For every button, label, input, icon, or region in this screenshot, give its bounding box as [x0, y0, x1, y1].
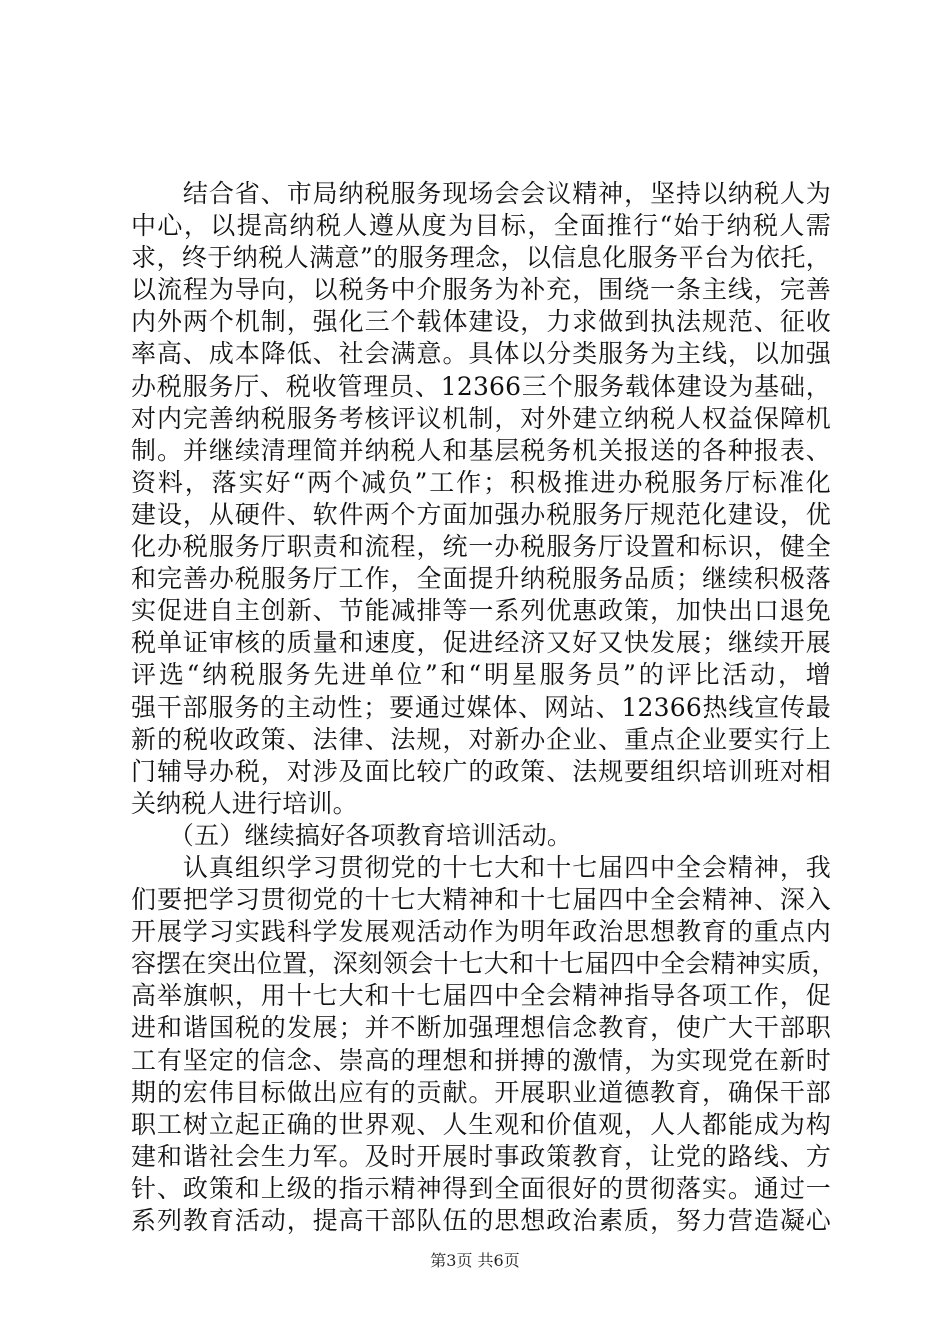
text-line: 化办税服务厅职责和流程，统一办税服务厅设置和标识，健全: [131, 532, 831, 562]
text-line: 实促进自主创新、节能减排等一系列优惠政策，加快出口退免: [131, 596, 831, 626]
text-line: 税单证审核的质量和速度，促进经济又好又快发展；继续开展: [131, 628, 831, 658]
text-line: （五）继续搞好各项教育培训活动。: [131, 820, 573, 850]
text-line: 们要把学习贯彻党的十七大精神和十七届四中全会精神、深入: [131, 885, 831, 915]
text-line: 容摆在突出位置，深刻领会十七大和十七届四中全会精神实质，: [131, 949, 837, 979]
text-line: 评选“纳税服务先进单位”和“明星服务员”的评比活动，增: [131, 660, 831, 690]
text-line: 开展学习实践科学发展观活动作为明年政治思想教育的重点内: [131, 917, 831, 947]
text-line: 资料，落实好“两个减负”工作；积极推进办税服务厅标准化: [131, 467, 831, 497]
text-line: 和完善办税服务厅工作，全面提升纳税服务品质；继续积极落: [131, 564, 831, 594]
text-line: 建和谐社会生力军。及时开展时事政策教育，让党的路线、方: [131, 1141, 831, 1171]
text-line: 办税服务厅、税收管理员、12366三个服务载体建设为基础，: [131, 371, 831, 401]
text-line: 工有坚定的信念、崇高的理想和拼搏的激情，为实现党在新时: [131, 1045, 831, 1075]
text-line: 认真组织学习贯彻党的十七大和十七届四中全会精神，我: [131, 852, 831, 882]
text-line: 职工树立起正确的世界观、人生观和价值观，人人都能成为构: [131, 1109, 831, 1139]
text-line: 求，终于纳税人满意”的服务理念，以信息化服务平台为依托，: [131, 243, 831, 273]
text-line: 关纳税人进行培训。: [131, 788, 358, 818]
text-line: 结合省、市局纳税服务现场会会议精神，坚持以纳税人为: [131, 179, 831, 208]
text-line: 以流程为导向，以税务中介服务为补充，围绕一条主线，完善: [131, 275, 831, 305]
text-line: 期的宏伟目标做出应有的贡献。开展职业道德教育，确保干部: [131, 1077, 831, 1107]
text-line: 率高、成本降低、社会满意。具体以分类服务为主线，以加强: [131, 339, 831, 369]
page-footer: 第3页 共6页: [430, 1251, 520, 1270]
text-line: 系列教育活动，提高干部队伍的思想政治素质，努力营造凝心: [131, 1206, 831, 1235]
text-line: 进和谐国税的发展；并不断加强理想信念教育，使广大干部职: [131, 1013, 831, 1043]
body-text: [131, 178, 837, 1237]
text-line: 针、政策和上级的指示精神得到全面很好的贯彻落实。通过一: [131, 1173, 831, 1203]
text-line: 新的税收政策、法律、法规，对新办企业、重点企业要实行上: [131, 724, 831, 754]
text-line: 高举旗帜，用十七大和十七届四中全会精神指导各项工作，促: [131, 981, 831, 1011]
text-line: 中心，以提高纳税人遵从度为目标，全面推行“始于纳税人需: [131, 211, 831, 241]
text-line: 强干部服务的主动性；要通过媒体、网站、12366热线宣传最: [131, 692, 831, 722]
text-line: 制。并继续清理简并纳税人和基层税务机关报送的各种报表、: [131, 435, 831, 465]
text-line: 内外两个机制，强化三个载体建设，力求做到执法规范、征收: [131, 307, 831, 337]
text-line: 对内完善纳税服务考核评议机制，对外建立纳税人权益保障机: [131, 403, 831, 433]
text-line: 建设，从硬件、软件两个方面加强办税服务厅规范化建设，优: [131, 499, 831, 529]
text-line: 门辅导办税，对涉及面比较广的政策、法规要组织培训班对相: [131, 756, 831, 786]
